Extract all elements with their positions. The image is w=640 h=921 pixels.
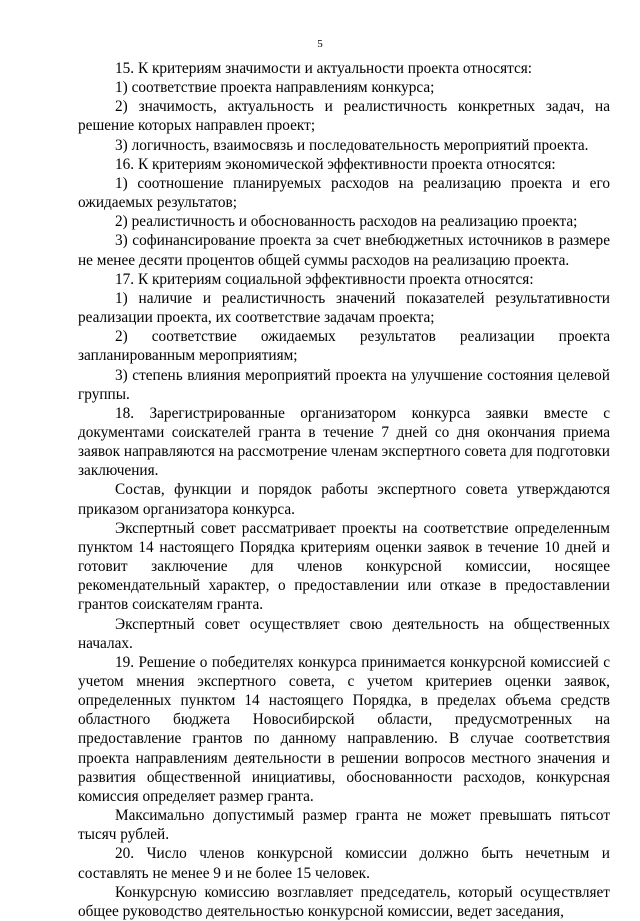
paragraph-15-item-3: 3) логичность, взаимосвязь и последовательность мероприятий проекта. [115, 136, 589, 154]
paragraph-16-heading: 16. К критериям экономической эффективности проекта относятся: [115, 155, 556, 173]
paragraph-16-item-3: 3) софинансирование проекта за счет внебюджетных источников в размере не менее десяти процентов общей суммы расходов на реализацию проекта. [78, 232, 610, 269]
paragraph-20: 20. Число членов конкурсной комиссии должно быть нечетным и составлять не менее 9 и не более 15 человек. [78, 845, 610, 882]
paragraph-15-item-2: 2) значимость, актуальность и реалистичность конкретных задач, на решение которых направлен проект; [78, 98, 610, 135]
paragraph-16-item-2: 2) реалистичность и обоснованность расходов на реализацию проекта; [115, 213, 578, 231]
paragraph-17-heading: 17. К критериям социальной эффективности проекта относятся: [115, 270, 534, 288]
paragraph-18: 18. Зарегистрированные организатором конкурса заявки вместе с документами соискателей гранта в течение 7 дней со дня окончания приема заявок направляются на рассмотрение членам экспертного совета для подготовки заключения. [78, 404, 610, 480]
paragraph-16-item-1: 1) соотношение планируемых расходов на реализацию проекта и его ожидаемых результатов; [78, 174, 610, 212]
paragraph-17-item-3: 3) степень влияния мероприятий проекта на улучшение состояния целевой группы. [78, 366, 610, 403]
paragraph-15-item-1: 1) соответствие проекта направлениям конкурса; [115, 79, 435, 97]
paragraph-17-item-1: 1) наличие и реалистичность значений показателей результативности реализации проекта, их соответствие задачам проекта; [78, 289, 610, 327]
paragraph-18-council-basis: Экспертный совет осуществляет свою деятельность на общественных началах. [78, 615, 610, 652]
paragraph-18-council-review: Экспертный совет рассматривает проекты на соответствие определенным пунктом 14 настоящего Порядка критериям оценки заявок в течение 10 дней и готовит заключение для членов конкурсной комиссии, носящее рекомендательный характер, о предоставлении или отказе в предоставлении грантов соискателям гранта. [78, 519, 610, 614]
paragraph-18-council-composition: Состав, функции и порядок работы экспертного совета утверждаются приказом организатора конкурса. [78, 481, 610, 518]
paragraph-20-chair: Конкурсную комиссию возглавляет председатель, который осуществляет общее руководство деятельностью конкурсной комиссии, ведет заседания, [78, 883, 610, 920]
paragraph-19: 19. Решение о победителях конкурса принимается конкурсной комиссией с учетом мнения экспертного совета, с учетом критериев оценки заявок, определенных пунктом 14 настоящего Порядка, в пределах объема средств областного бюджета Новосибирской области, предусмотренных на предоставление грантов по данному направлению. В случае соответствия проекта направлениям деятельности в решении вопросов местного значения и развития общественной инициативы, обоснованности расходов, конкурсная комиссия определяет размер гранта. [78, 653, 610, 805]
paragraph-19-max-grant: Максимально допустимый размер гранта не может превышать пятьсот тысяч рублей. [78, 807, 610, 844]
document-body [78, 59, 610, 921]
paragraph-15-heading: 15. К критериям значимости и актуальности проекта относятся: [115, 60, 533, 77]
page-number: 5 [317, 38, 323, 50]
paragraph-17-item-2: 2) соответствие ожидаемых результатов реализации проекта запланированным мероприятиям; [78, 328, 610, 365]
